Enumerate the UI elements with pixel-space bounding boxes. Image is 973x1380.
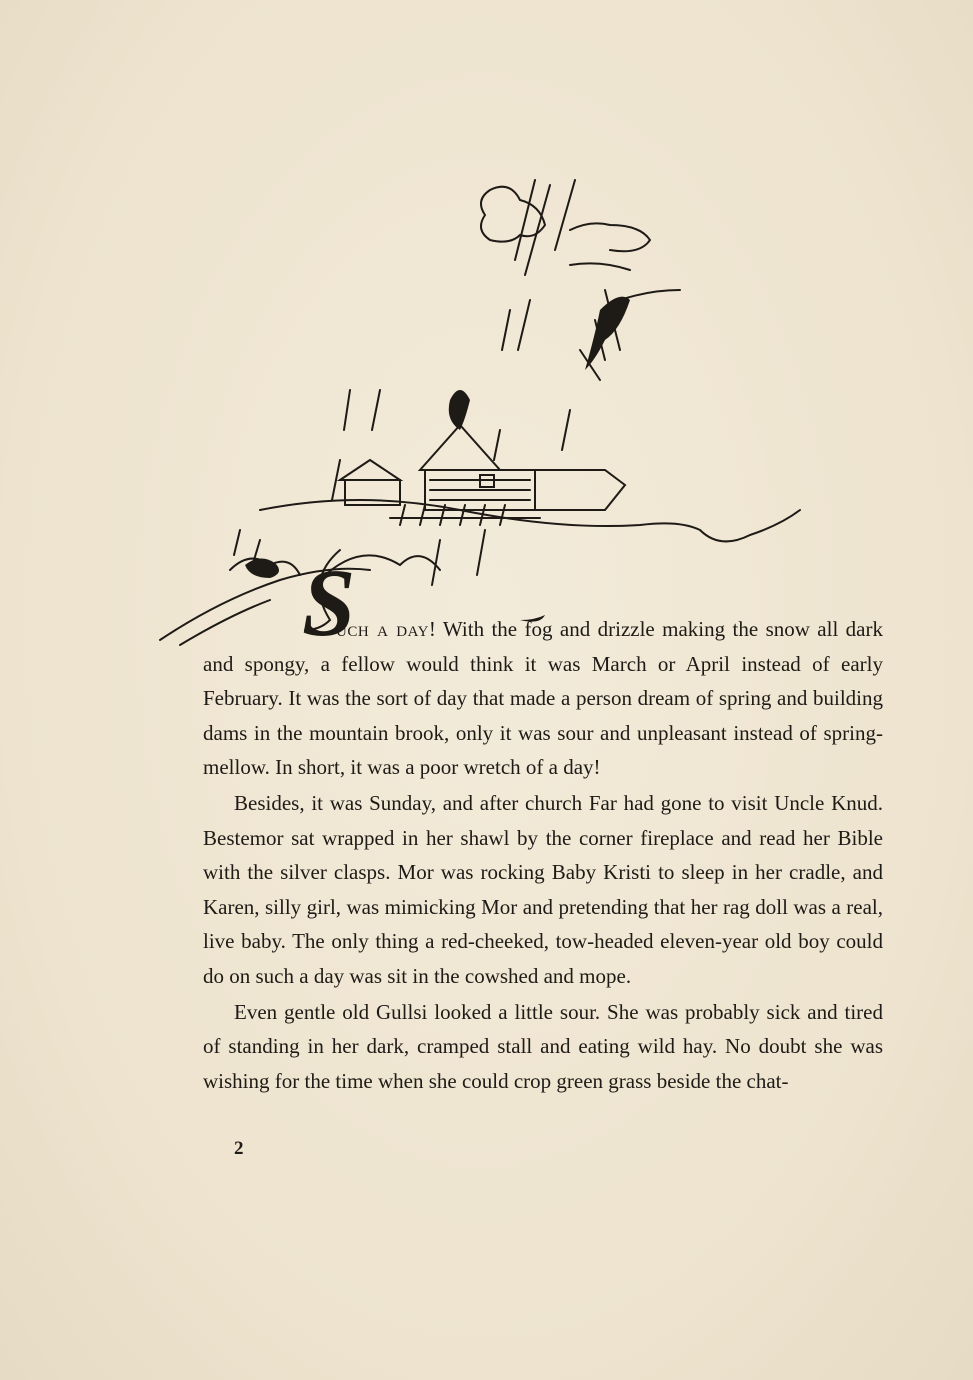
opening-rest: ! With the fog and drizzle making the snow all dark and spongy, a fellow would think it was March or April instead of early February. It was the sort of day that made a person dream of spring and building dams in the mountain brook, only it was sour and unpleasant instead of spring-mellow. In short, it was a poor wretch of a day! xyxy=(203,617,883,780)
drop-cap: S xyxy=(302,549,356,656)
farmstead-rain-illustration xyxy=(150,170,810,660)
paragraph-1 xyxy=(203,612,883,785)
paragraph-2: Besides, it was Sunday, and after church Far had gone to visit Uncle Knud. Bestemor sat wrapped in her shawl by the corner fireplace and read her Bible with the silver clasps. Mor was rocking Baby Kristi to sleep in her cradle, and Karen, silly girl, was mimicking Mor and pretending that her rag doll was a real, live baby. The only thing a red-cheeked, tow-headed eleven-year old boy could do on such a day was sit in the cowshed and mope. xyxy=(203,790,883,988)
paragraph-3: Even gentle old Gullsi looked a little sour. She was probably sick and tired of standing in her dark, cramped stall and eating wild hay. No doubt she was wishing for the time when she could crop green grass beside the chat- xyxy=(203,999,883,1093)
page-number: 2 xyxy=(234,1138,244,1159)
opening-smallcaps: uch a day xyxy=(336,617,429,641)
story-text xyxy=(203,612,883,1098)
